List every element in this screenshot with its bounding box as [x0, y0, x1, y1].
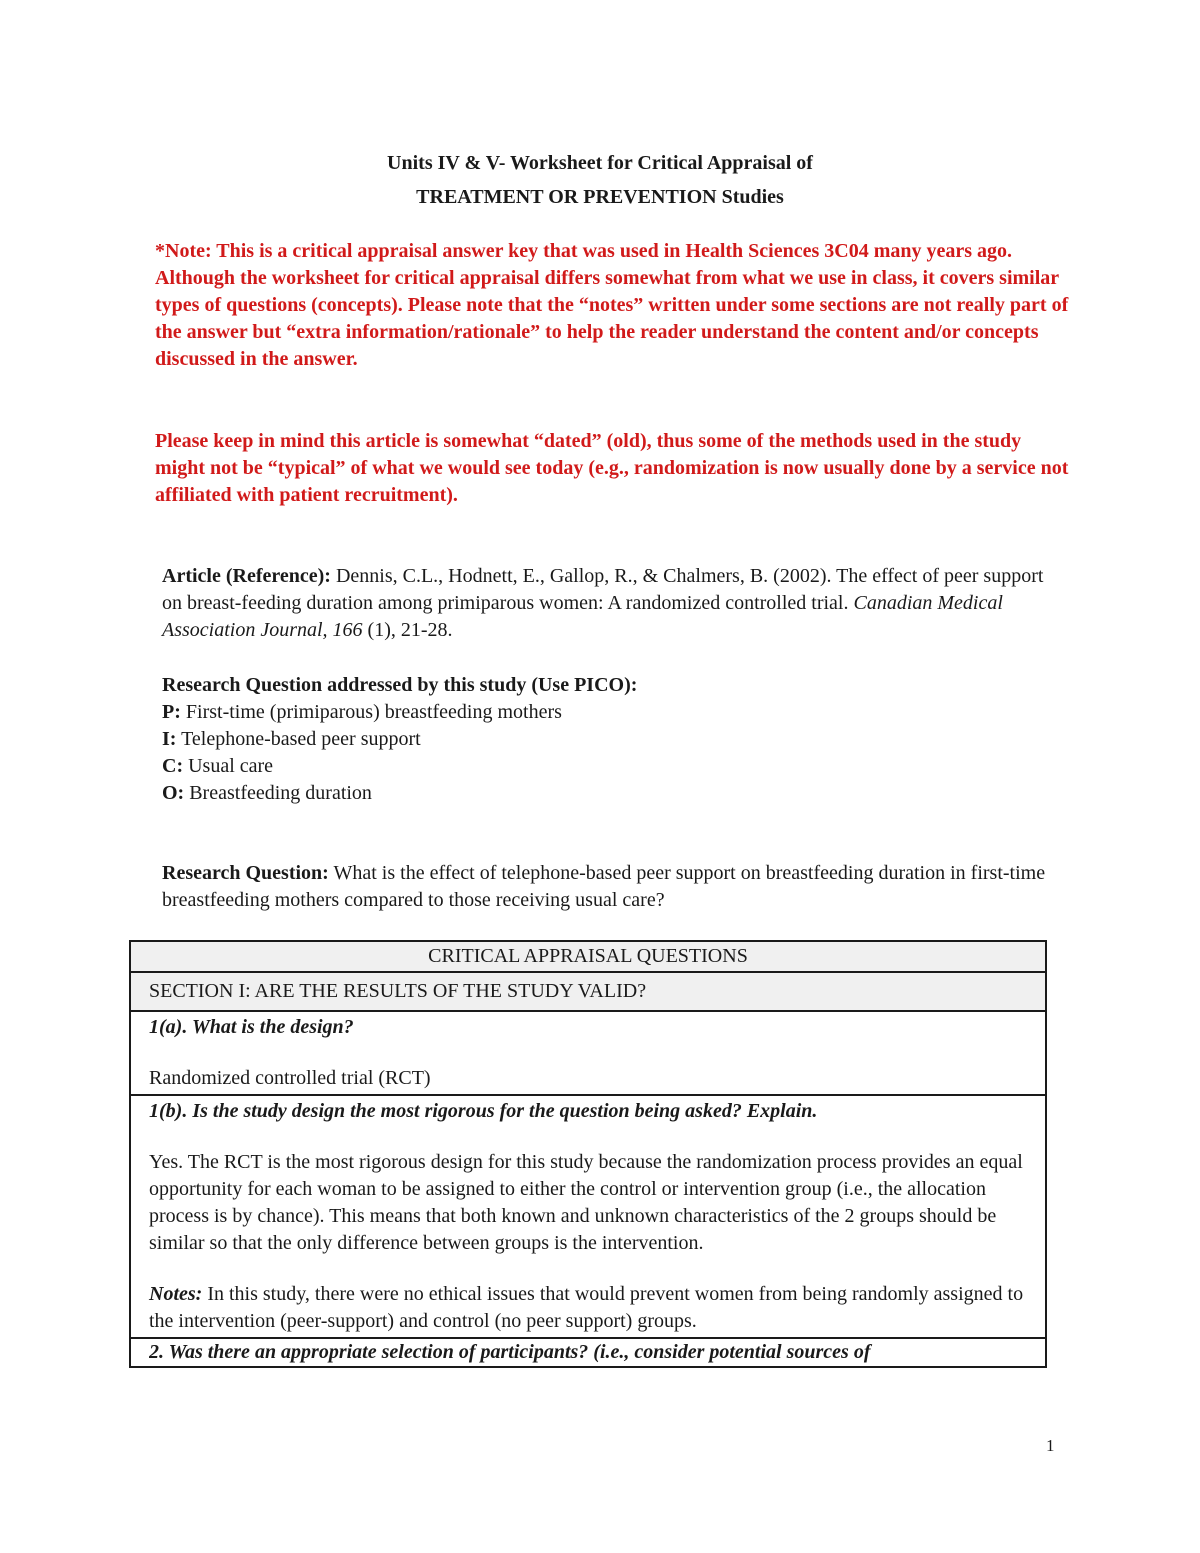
research-question [162, 860, 1062, 914]
dated-article-note: Please keep in mind this article is somewhat “dated” (old), thus some of the methods used in the study might not be “typical” of what we would see today (e.g., randomization is now usually done by a service not affiliated with patient recruitment). [155, 430, 1069, 506]
pico-c-label: C: [162, 755, 184, 777]
critical-appraisal-table [129, 940, 1047, 1368]
worksheet-title: Units IV & V- Worksheet for Critical Appraisal of [387, 152, 813, 174]
answer-1b-notes [149, 1281, 1027, 1335]
answer-1a: Randomized controlled trial (RCT) [149, 1067, 431, 1089]
answer-key-note: *Note: This is a critical appraisal answer key that was used in Health Sciences 3C04 many years ago. Although the worksheet for critical appraisal differs somewhat from what we use in class, it covers similar types of questions (concepts). Please note that the “notes” written under some sections are not really part of the answer but “extra information/rationale” to help the reader understand the content and/or concepts discussed in the answer. [155, 240, 1069, 370]
research-question-text: What is the effect of telephone-based peer support on breastfeeding duration in first-time breastfeeding mothers compared to those receiving usual care? [162, 862, 1046, 911]
pico-p-label: P: [162, 701, 181, 723]
pico-i-text: Telephone-based peer support [176, 728, 421, 750]
notes-label: Notes: [149, 1283, 203, 1305]
answer-1b: Yes. The RCT is the most rigorous design for this study because the randomization process provides an equal opportunity for each woman to be assigned to either the control or intervention group (i.e., the allocation process is by chance). This means that both known and unknown characteristics of the 2 groups should be similar so that the only difference between groups is the intervention. [149, 1151, 1023, 1254]
pico-o-text: Breastfeeding duration [184, 782, 372, 804]
journal-name: Canadian Medical Association Journal, 166 [162, 592, 1003, 641]
question-1a: 1(a). What is the design? [149, 1016, 354, 1038]
article-reference-label: Article (Reference): [162, 565, 331, 587]
pico-section [162, 672, 652, 807]
article-reference-pages: (1), 21-28. [362, 619, 453, 641]
pico-p-text: First-time (primiparous) breastfeeding mothers [180, 701, 562, 723]
notes-text: In this study, there were no ethical issues that would prevent women from being randomly assigned to the intervention (peer-support) and control (no peer support) groups. [149, 1283, 1024, 1332]
worksheet-subtitle: TREATMENT OR PREVENTION Studies [416, 186, 784, 208]
pico-c-text: Usual care [183, 755, 274, 777]
question-1a-cell [130, 1011, 1046, 1095]
article-reference [162, 563, 1062, 644]
table-header: CRITICAL APPRAISAL QUESTIONS [130, 941, 1046, 972]
article-reference-text: Dennis, C.L., Hodnett, E., Gallop, R., & Chalmers, B. (2002). The effect of peer support on breast-feeding duration among primiparous women: A randomized controlled trial. [162, 565, 1044, 614]
question-1b-cell [130, 1095, 1046, 1338]
page-number: 1 [1046, 1436, 1055, 1455]
question-1b: 1(b). Is the study design the most rigorous for the question being asked? Explain. [149, 1100, 818, 1122]
question-2: 2. Was there an appropriate selection of participants? (i.e., consider potential sources of [149, 1341, 871, 1363]
pico-i-label: I: [162, 728, 177, 750]
question-2-cell [130, 1338, 1046, 1367]
pico-heading: Research Question addressed by this study (Use PICO): [162, 674, 638, 696]
research-question-label: Research Question: [162, 862, 329, 884]
pico-o-label: O: [162, 782, 185, 804]
section-heading: SECTION I: ARE THE RESULTS OF THE STUDY VALID? [130, 972, 1046, 1011]
